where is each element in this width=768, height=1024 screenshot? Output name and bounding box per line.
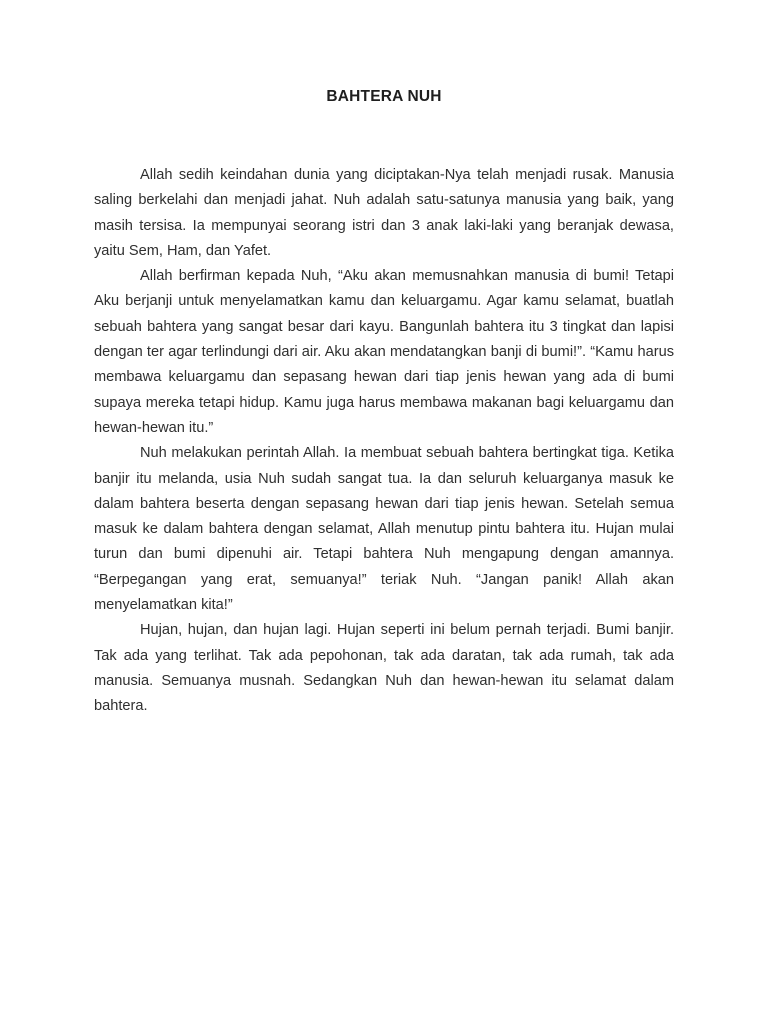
document-body (94, 163, 674, 720)
paragraph-1: Allah sedih keindahan dunia yang diciptakan-Nya telah menjadi rusak. Manusia saling berkelahi dan menjadi jahat. Nuh adalah satu-satunya manusia yang baik, yang masih tersisa. Ia mempunyai seorang istri dan 3 anak laki-laki yang beranjak dewasa, yaitu Sem, Ham, dan Yafet. (94, 167, 674, 259)
document-title: BAHTERA NUH (326, 88, 442, 105)
paragraph-2: Allah berfirman kepada Nuh, “Aku akan memusnahkan manusia di bumi! Tetapi Aku berjanji untuk menyelamatkan kamu dan keluargamu. Agar kamu selamat, buatlah sebuah bahtera yang sangat besar dari kayu. Bangunlah bahtera itu 3 tingkat dan lapisi dengan ter agar terlindungi dari air. Aku akan mendatangkan banji di bumi!”. “Kamu harus membawa keluargamu dan sepasang hewan dari tiap jenis hewan yang ada di bumi supaya mereka tetapi hidup. Kamu juga harus membawa makanan bagi keluargamu dan hewan-hewan itu.” (94, 268, 674, 436)
paragraph-4: Hujan, hujan, dan hujan lagi. Hujan seperti ini belum pernah terjadi. Bumi banjir. Tak ada yang terlihat. Tak ada pepohonan, tak ada daratan, tak ada rumah, tak ada manusia. Semuanya musnah. Sedangkan Nuh dan hewan-hewan itu selamat dalam bahtera. (94, 622, 674, 715)
paragraph-3: Nuh melakukan perintah Allah. Ia membuat sebuah bahtera bertingkat tiga. Ketika banjir itu melanda, usia Nuh sudah sangat tua. Ia dan seluruh keluarganya masuk ke dalam bahtera beserta dengan sepasang hewan dari tiap jenis hewan. Setelah semua masuk ke dalam bahtera dengan selamat, Allah menutup pintu bahtera itu. Hujan mulai turun dan bumi dipenuhi air. Tetapi bahtera Nuh mengapung dengan amannya. “Berpegangan yang erat, semuanya!” teriak Nuh. “Jangan panik! Allah akan menyelamatkan kita!” (94, 445, 674, 614)
